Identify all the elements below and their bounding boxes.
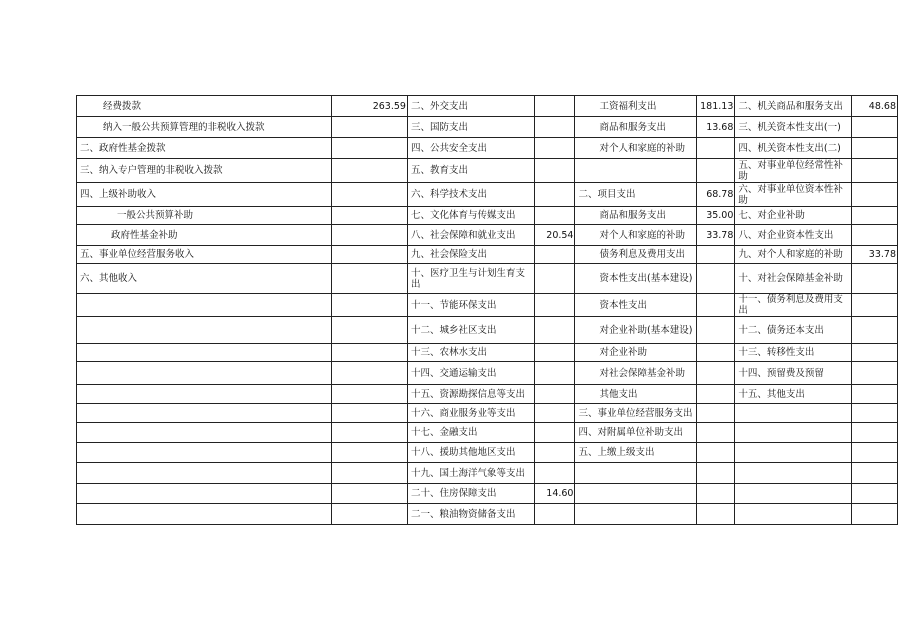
expense-function-amount-cell — [534, 138, 575, 159]
expense-function-amount-cell — [534, 294, 575, 317]
income-amount-cell — [332, 246, 408, 264]
expense-function-item-cell: 二、外交支出 — [407, 96, 534, 117]
table-row — [77, 246, 898, 264]
expense-economic-amount-cell — [852, 344, 898, 362]
income-item-cell: 五、事业单位经营服务收入 — [77, 246, 332, 264]
expense-function-item-cell: 二一、粮油物资储备支出 — [407, 504, 534, 525]
table-row — [77, 117, 898, 138]
expense-economic-amount-cell — [852, 362, 898, 385]
expense-basic-item-cell — [575, 159, 697, 183]
expense-function-item-cell: 十二、城乡社区支出 — [407, 317, 534, 344]
expense-function-amount-cell — [534, 404, 575, 423]
expense-economic-amount-cell — [852, 385, 898, 404]
income-amount-cell — [332, 404, 408, 423]
expense-basic-amount-cell — [697, 463, 735, 484]
expense-function-amount-cell — [534, 264, 575, 294]
expense-economic-item-cell: 二、机关商品和服务支出 — [735, 96, 852, 117]
expense-function-amount-cell: 20.54 — [534, 225, 575, 246]
expense-function-amount-cell — [534, 117, 575, 138]
income-amount-cell — [332, 344, 408, 362]
expense-economic-amount-cell — [852, 138, 898, 159]
expense-economic-item-cell: 十三、转移性支出 — [735, 344, 852, 362]
income-item-cell: 四、上级补助收入 — [77, 183, 332, 207]
expense-basic-item-cell: 资本性支出 — [575, 294, 697, 317]
expense-function-amount-cell — [534, 317, 575, 344]
income-item-cell: 经费拨款 — [77, 96, 332, 117]
expense-function-item-cell: 七、文化体育与传媒支出 — [407, 207, 534, 225]
expense-economic-amount-cell — [852, 225, 898, 246]
expense-basic-amount-cell: 13.68 — [697, 117, 735, 138]
expense-basic-item-cell: 工资福利支出 — [575, 96, 697, 117]
income-amount-cell — [332, 484, 408, 504]
expense-basic-amount-cell — [697, 344, 735, 362]
table-row — [77, 443, 898, 463]
income-item-cell: 三、纳入专户管理的非税收入拨款 — [77, 159, 332, 183]
table-row — [77, 317, 898, 344]
income-item-cell — [77, 344, 332, 362]
expense-function-item-cell: 十三、农林水支出 — [407, 344, 534, 362]
income-amount-cell — [332, 362, 408, 385]
income-amount-cell — [332, 117, 408, 138]
income-item-cell — [77, 362, 332, 385]
income-item-cell — [77, 423, 332, 443]
income-item-cell — [77, 443, 332, 463]
income-item-cell: 一般公共预算补助 — [77, 207, 332, 225]
expense-function-amount-cell — [534, 443, 575, 463]
expense-basic-amount-cell: 35.00 — [697, 207, 735, 225]
expense-economic-item-cell — [735, 443, 852, 463]
expense-economic-amount-cell: 33.78 — [852, 246, 898, 264]
expense-economic-amount-cell — [852, 443, 898, 463]
income-item-cell — [77, 317, 332, 344]
income-amount-cell — [332, 463, 408, 484]
expense-function-item-cell: 十一、节能环保支出 — [407, 294, 534, 317]
income-amount-cell — [332, 294, 408, 317]
table-row — [77, 423, 898, 443]
income-item-cell: 纳入一般公共预算管理的非税收入拨款 — [77, 117, 332, 138]
expense-basic-amount-cell — [697, 443, 735, 463]
expense-function-item-cell: 六、科学技术支出 — [407, 183, 534, 207]
expense-basic-item-cell — [575, 463, 697, 484]
expense-economic-item-cell: 九、对个人和家庭的补助 — [735, 246, 852, 264]
expense-function-item-cell: 十七、金融支出 — [407, 423, 534, 443]
table-row — [77, 225, 898, 246]
expense-basic-item-cell: 四、对附属单位补助支出 — [575, 423, 697, 443]
expense-function-item-cell: 十六、商业服务业等支出 — [407, 404, 534, 423]
income-amount-cell — [332, 264, 408, 294]
expense-basic-amount-cell — [697, 138, 735, 159]
expense-basic-item-cell: 对个人和家庭的补助 — [575, 138, 697, 159]
expense-basic-item-cell — [575, 504, 697, 525]
expense-function-item-cell: 二十、住房保障支出 — [407, 484, 534, 504]
expense-function-item-cell: 十、医疗卫生与计划生育支出 — [407, 264, 534, 294]
expense-function-amount-cell — [534, 246, 575, 264]
income-amount-cell: 263.59 — [332, 96, 408, 117]
expense-function-amount-cell — [534, 385, 575, 404]
expense-basic-item-cell: 商品和服务支出 — [575, 207, 697, 225]
expense-function-item-cell: 十四、交通运输支出 — [407, 362, 534, 385]
expense-economic-item-cell: 四、机关资本性支出(二) — [735, 138, 852, 159]
expense-basic-item-cell: 债务利息及费用支出 — [575, 246, 697, 264]
expense-economic-amount-cell — [852, 484, 898, 504]
expense-basic-item-cell — [575, 484, 697, 504]
table-row — [77, 96, 898, 117]
expense-economic-item-cell: 五、对事业单位经常性补助 — [735, 159, 852, 183]
table-row — [77, 264, 898, 294]
table-row — [77, 463, 898, 484]
expense-basic-item-cell: 对个人和家庭的补助 — [575, 225, 697, 246]
expense-economic-item-cell — [735, 504, 852, 525]
expense-function-item-cell: 五、教育支出 — [407, 159, 534, 183]
expense-economic-amount-cell — [852, 404, 898, 423]
expense-economic-amount-cell: 48.68 — [852, 96, 898, 117]
income-amount-cell — [332, 443, 408, 463]
table-row — [77, 362, 898, 385]
expense-basic-amount-cell — [697, 264, 735, 294]
income-item-cell — [77, 463, 332, 484]
expense-economic-amount-cell — [852, 294, 898, 317]
expense-function-item-cell: 八、社会保障和就业支出 — [407, 225, 534, 246]
table-row — [77, 294, 898, 317]
expense-function-item-cell: 九、社会保险支出 — [407, 246, 534, 264]
expense-basic-item-cell: 对企业补助 — [575, 344, 697, 362]
expense-economic-amount-cell — [852, 117, 898, 138]
expense-basic-amount-cell — [697, 423, 735, 443]
expense-basic-item-cell: 五、上缴上级支出 — [575, 443, 697, 463]
expense-function-amount-cell — [534, 504, 575, 525]
expense-function-item-cell: 四、公共安全支出 — [407, 138, 534, 159]
expense-economic-item-cell: 三、机关资本性支出(一) — [735, 117, 852, 138]
expense-basic-amount-cell — [697, 362, 735, 385]
table-row — [77, 385, 898, 404]
expense-basic-item-cell: 其他支出 — [575, 385, 697, 404]
expense-function-amount-cell — [534, 362, 575, 385]
expense-economic-amount-cell — [852, 159, 898, 183]
income-item-cell — [77, 294, 332, 317]
expense-basic-item-cell: 对企业补助(基本建设) — [575, 317, 697, 344]
table-row — [77, 138, 898, 159]
income-item-cell: 政府性基金补助 — [77, 225, 332, 246]
expense-basic-amount-cell — [697, 404, 735, 423]
expense-basic-amount-cell — [697, 484, 735, 504]
expense-economic-amount-cell — [852, 463, 898, 484]
expense-economic-amount-cell — [852, 183, 898, 207]
expense-basic-amount-cell — [697, 504, 735, 525]
expense-function-amount-cell — [534, 159, 575, 183]
income-item-cell — [77, 504, 332, 525]
income-amount-cell — [332, 317, 408, 344]
table-row — [77, 504, 898, 525]
expense-function-amount-cell — [534, 96, 575, 117]
income-item-cell: 六、其他收入 — [77, 264, 332, 294]
expense-function-amount-cell: 14.60 — [534, 484, 575, 504]
expense-economic-item-cell — [735, 423, 852, 443]
income-amount-cell — [332, 207, 408, 225]
expense-economic-item-cell: 七、对企业补助 — [735, 207, 852, 225]
income-amount-cell — [332, 423, 408, 443]
expense-function-item-cell: 十八、援助其他地区支出 — [407, 443, 534, 463]
expense-economic-item-cell: 十一、债务利息及费用支出 — [735, 294, 852, 317]
expense-economic-item-cell: 十、对社会保障基金补助 — [735, 264, 852, 294]
expense-economic-item-cell: 十四、预留费及预留 — [735, 362, 852, 385]
expense-basic-item-cell: 资本性支出(基本建设) — [575, 264, 697, 294]
expense-basic-item-cell: 三、事业单位经营服务支出 — [575, 404, 697, 423]
expense-economic-item-cell — [735, 404, 852, 423]
expense-basic-amount-cell: 181.13 — [697, 96, 735, 117]
income-item-cell — [77, 404, 332, 423]
expense-economic-amount-cell — [852, 207, 898, 225]
expense-economic-item-cell: 十五、其他支出 — [735, 385, 852, 404]
table-row — [77, 207, 898, 225]
expense-basic-item-cell: 对社会保障基金补助 — [575, 362, 697, 385]
expense-economic-amount-cell — [852, 264, 898, 294]
expense-economic-amount-cell — [852, 423, 898, 443]
expense-economic-item-cell — [735, 463, 852, 484]
table-row — [77, 344, 898, 362]
expense-basic-item-cell: 商品和服务支出 — [575, 117, 697, 138]
income-amount-cell — [332, 225, 408, 246]
expense-function-item-cell: 十五、资源勘探信息等支出 — [407, 385, 534, 404]
expense-function-amount-cell — [534, 207, 575, 225]
expense-function-amount-cell — [534, 463, 575, 484]
income-amount-cell — [332, 504, 408, 525]
expense-economic-item-cell: 十二、债务还本支出 — [735, 317, 852, 344]
expense-function-amount-cell — [534, 423, 575, 443]
income-amount-cell — [332, 159, 408, 183]
income-item-cell: 二、政府性基金拨款 — [77, 138, 332, 159]
expense-economic-item-cell: 八、对企业资本性支出 — [735, 225, 852, 246]
income-amount-cell — [332, 183, 408, 207]
expense-economic-amount-cell — [852, 317, 898, 344]
expense-function-amount-cell — [534, 183, 575, 207]
expense-basic-amount-cell — [697, 317, 735, 344]
expense-basic-amount-cell — [697, 159, 735, 183]
expense-basic-amount-cell: 68.78 — [697, 183, 735, 207]
expense-economic-item-cell — [735, 484, 852, 504]
expense-basic-amount-cell: 33.78 — [697, 225, 735, 246]
table-row — [77, 183, 898, 207]
expense-economic-amount-cell — [852, 504, 898, 525]
expense-function-amount-cell — [534, 344, 575, 362]
expense-function-item-cell: 十九、国土海洋气象等支出 — [407, 463, 534, 484]
expense-basic-amount-cell — [697, 294, 735, 317]
table-row — [77, 159, 898, 183]
expense-function-item-cell: 三、国防支出 — [407, 117, 534, 138]
expense-basic-amount-cell — [697, 246, 735, 264]
table-row — [77, 404, 898, 423]
income-amount-cell — [332, 138, 408, 159]
income-amount-cell — [332, 385, 408, 404]
table-row — [77, 484, 898, 504]
expense-economic-item-cell: 六、对事业单位资本性补助 — [735, 183, 852, 207]
expense-basic-item-cell: 二、项目支出 — [575, 183, 697, 207]
expense-basic-amount-cell — [697, 385, 735, 404]
income-item-cell — [77, 484, 332, 504]
income-item-cell — [77, 385, 332, 404]
budget-table — [76, 95, 898, 525]
